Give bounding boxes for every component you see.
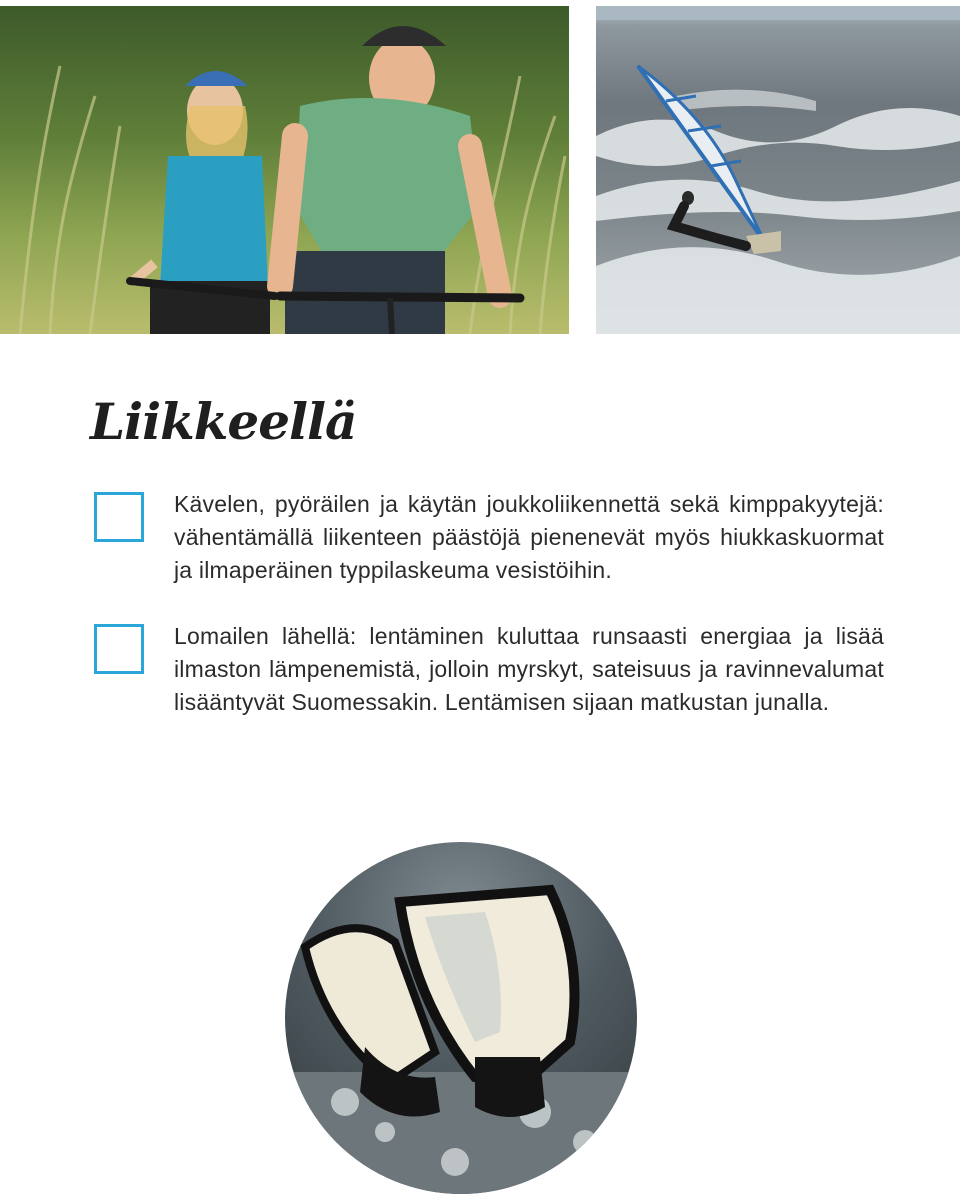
swim-fins-photo (285, 842, 637, 1194)
cyclists-photo (0, 6, 569, 334)
checklist (94, 488, 884, 719)
checkbox[interactable] (94, 492, 144, 542)
swim-fins-illustration (285, 842, 637, 1194)
checklist-item-text: Lomailen lähellä: lentäminen kuluttaa runsaasti energiaa ja lisää ilmaston lämpenemistä, jolloin myrskyt, sateisuus ja ravinnevalumat lisääntyvät Suomessakin. Lentämisen sijaan matkustan junalla. (174, 623, 884, 715)
cyclists-illustration (0, 6, 569, 334)
windsurfer-photo (596, 6, 960, 334)
page-title: Liikkeellä (90, 392, 357, 451)
checklist-item-text: Kävelen, pyöräilen ja käytän joukkoliikennettä sekä kimppakyytejä: vähentämällä liikenteen päästöjä pienenevät myös hiukkaskuormat ja ilmaperäinen typpilaskeuma vesistöihin. (174, 491, 884, 583)
checklist-item (94, 488, 884, 587)
checklist-item (94, 620, 884, 719)
checkbox[interactable] (94, 624, 144, 674)
windsurfer-illustration (596, 6, 960, 334)
